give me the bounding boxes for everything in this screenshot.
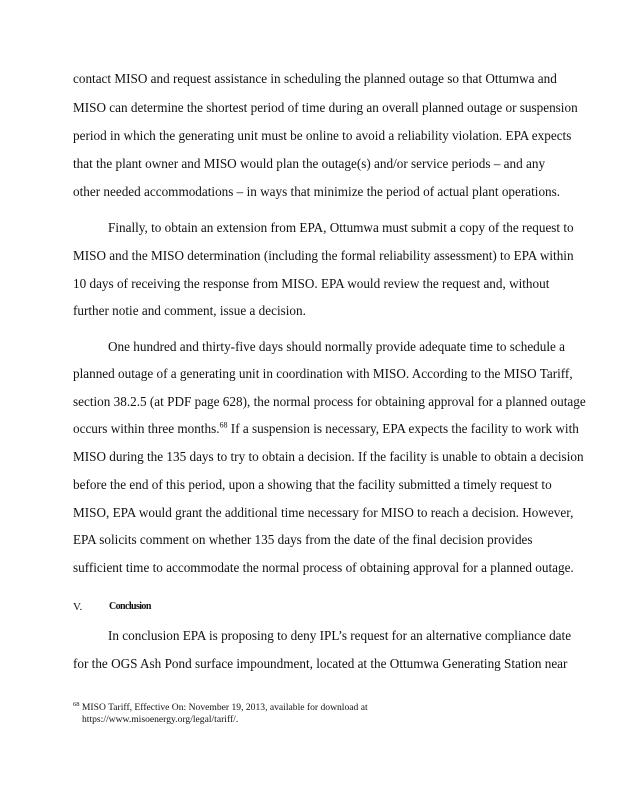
paragraph-4-line-2: for the OGS Ash Pond surface impoundment, located at the Ottumwa Generating Station near	[73, 656, 568, 671]
paragraph-3-line-7: MISO, EPA would grant the additional time necessary for MISO to reach a decision. However,	[73, 505, 574, 520]
paragraph-3-line-9: sufficient time to accommodate the normal process of obtaining approval for a planned outage.	[73, 560, 574, 575]
paragraph-3-line-1: One hundred and thirty-five days should normally provide adequate time to schedule a	[108, 339, 566, 354]
paragraph-1-line-5: other needed accommodations – in ways that minimize the period of actual plant operations.	[73, 184, 561, 199]
footnote-mark: 68	[73, 700, 80, 708]
paragraph-3-line-4-text: occurs within three months.	[73, 421, 220, 436]
paragraph-2-line-4: further notie and comment, issue a decision.	[73, 303, 306, 318]
paragraph-2-line-1: Finally, to obtain an extension from EPA, Ottumwa must submit a copy of the request to	[108, 220, 574, 235]
footnote	[73, 702, 368, 714]
paragraph-4-line-1: In conclusion EPA is proposing to deny IPL’s request for an alternative compliance date	[108, 628, 572, 643]
section-number: V.	[73, 601, 83, 613]
paragraph-3-line-4	[73, 421, 579, 437]
paragraph-3-line-3: section 38.2.5 (at PDF page 628), the normal process for obtaining approval for a planned outage	[73, 394, 586, 409]
paragraph-2-line-2: MISO and the MISO determination (including the formal reliability assessment) to EPA within	[73, 248, 574, 263]
paragraph-1-line-2: MISO can determine the shortest period of time during an overall planned outage or suspension	[73, 100, 578, 115]
paragraph-3-line-6: before the end of this period, upon a showing that the facility submitted a timely request to	[73, 477, 552, 492]
paragraph-2-line-3: 10 days of receiving the response from MISO. EPA would review the request and, without	[73, 276, 550, 291]
section-title: Conclusion	[109, 601, 151, 612]
footnote-reference[interactable]: 68	[219, 420, 228, 430]
paragraph-3-line-8: EPA solicits comment on whether 135 days from the date of the final decision provides	[73, 532, 533, 547]
paragraph-1-line-4: that the plant owner and MISO would plan the outage(s) and/or service periods – and any	[73, 156, 546, 171]
footnote-url[interactable]: https://www.misoenergy.org/legal/tariff/.	[82, 714, 239, 725]
paragraph-1-line-1: contact MISO and request assistance in scheduling the planned outage so that Ottumwa and	[73, 71, 557, 86]
paragraph-3-line-4-rest: If a suspension is necessary, EPA expects the facility to work with	[227, 421, 579, 436]
footnote-line-1: MISO Tariff, Effective On: November 19, 2013, available for download at	[79, 702, 368, 713]
paragraph-3-line-5: MISO during the 135 days to try to obtain a decision. If the facility is unable to obtain a decision	[73, 449, 584, 464]
paragraph-3-line-2: planned outage of a generating unit in coordination with MISO. According to the MISO Tariff,	[73, 366, 573, 381]
paragraph-1-line-3: period in which the generating unit must be online to avoid a reliability violation. EPA expects	[73, 128, 572, 143]
